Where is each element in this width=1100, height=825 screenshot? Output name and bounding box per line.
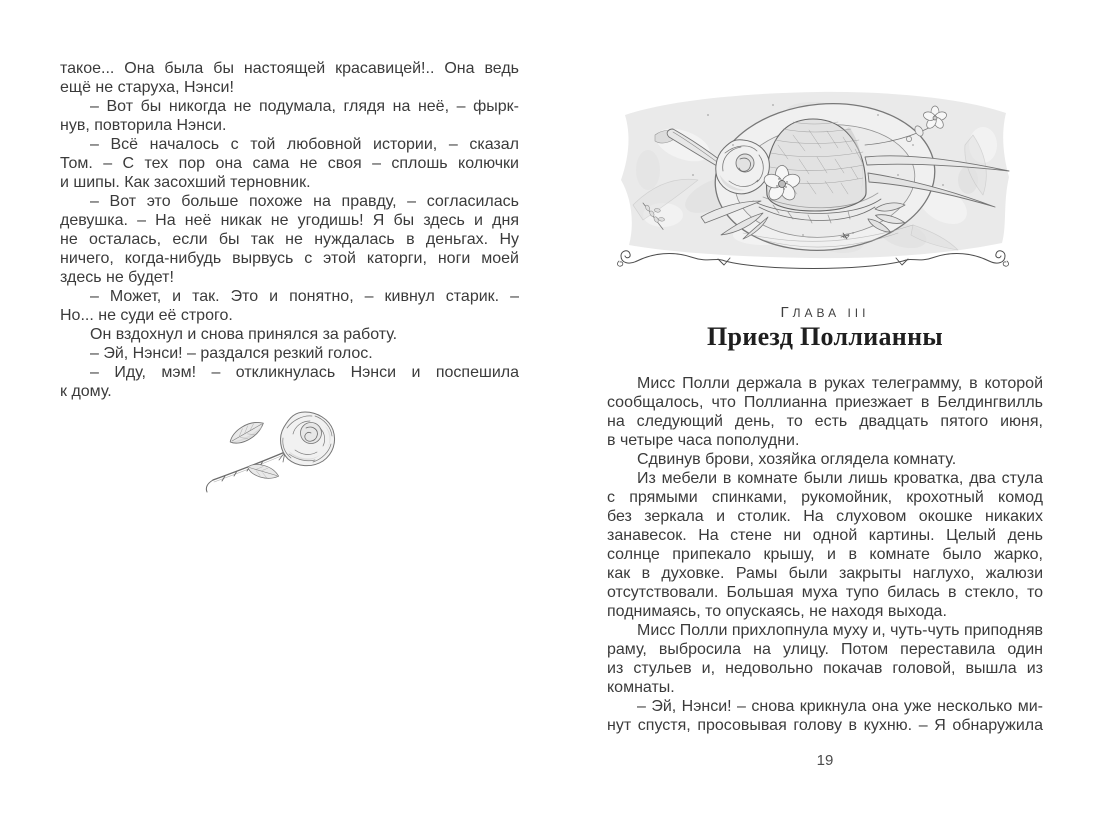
text-line: – Вот это больше похоже на правду, – согласилась [90,193,519,210]
text-line: комнаты. [607,679,675,696]
text-line: девушка. – На неё никак не угодишь! Я бы здесь и дня [60,212,519,229]
text-line: нув, повторила Нэнси. [60,117,227,134]
hat-rose [716,140,770,194]
text-line: к дому. [60,383,112,400]
text-line: Мисс Полли держала в руках телеграмму, в которой [637,375,1043,392]
hat-illustration [613,85,1013,275]
text-line: раму, выбросила на улицу. Потом переставила один [607,641,1043,658]
text-line: сообщалось, что Поллианна приезжает в Белдингвилль [607,394,1043,411]
text-line: без зеркала и столик. На слуховом окошке никаких [607,508,1043,525]
text-line: – Вот бы никогда не подумала, глядя на неё, – фырк- [90,98,519,115]
text-line: – Может, и так. Это и понятно, – кивнул старик. – [90,288,519,305]
rose-flower [281,412,335,466]
text-line: Мисс Полли прихлопнула муху и, чуть-чуть приподняв [637,622,1043,639]
left-page-text [60,59,519,401]
text-line: не осталась, если бы так не нуждалась в деньгах. Ну [60,231,519,248]
chapter-title: Приезд Поллианны [707,322,943,351]
text-line: и шипы. Как засохший терновник. [60,174,311,191]
text-line: – Всё началось с той любовной истории, – сказал [90,136,519,153]
text-line: Том. – С тех пор она сама не своя – сплошь колючки [60,155,519,172]
text-line: Из мебели в комнате были лишь кроватка, два стула [637,470,1043,487]
right-page-text [607,374,1043,735]
text-line: ещё не старуха, Нэнси! [60,79,234,96]
text-line: отсутствовали. Большая муха тупо билась в стекло, то [607,584,1043,601]
text-line: ничего, когда-нибудь вырвусь с этой каторги, ноги моей [60,250,519,267]
text-line: Сдвинув брови, хозяйка оглядела комнату. [637,451,957,468]
text-line: Но... не суди её строго. [60,307,233,324]
rose-leaf-lower [246,461,280,483]
text-line: – Эй, Нэнси! – раздался резкий голос. [90,345,373,362]
text-line: занавесок. На стене ни одной картины. Целый день [607,527,1043,544]
text-line: здесь не будет! [60,269,174,286]
text-line: – Эй, Нэнси! – снова крикнула она уже несколько ми- [637,698,1043,715]
text-line: Он вздохнул и снова принялся за работу. [90,326,398,343]
text-line: поднимаясь, то опускаясь, не находя выхода. [607,603,947,620]
text-line: такое... Она была бы настоящей красавицей!.. Она ведь [60,60,519,77]
text-line: из стульев и, недовольно покачав головой, вышла из [607,660,1043,677]
hat-crown [766,119,866,211]
text-line: на следующий день, то есть двадцать пятого июня, [607,413,1043,430]
rose-illustration [203,406,353,498]
text-line: в четыре часа пополудни. [607,432,800,449]
rose-leaf-upper [227,417,267,447]
text-line: нут спустя, просовывая голову в кухню. – Я обнаружила [607,717,1043,734]
chapter-label: ГЛАВА III [780,304,870,321]
text-line: с прямыми спинками, рукомойник, крохотный комод [607,489,1043,506]
text-line: солнце припекало крышу, и в комнате было жарко, [607,546,1043,563]
page-number: 19 [816,752,834,769]
text-line: – Иду, мэм! – откликнулась Нэнси и поспешила [90,364,519,381]
text-line: как в духовке. Рамы были закрыты наглухо, жалюзи [607,565,1043,582]
